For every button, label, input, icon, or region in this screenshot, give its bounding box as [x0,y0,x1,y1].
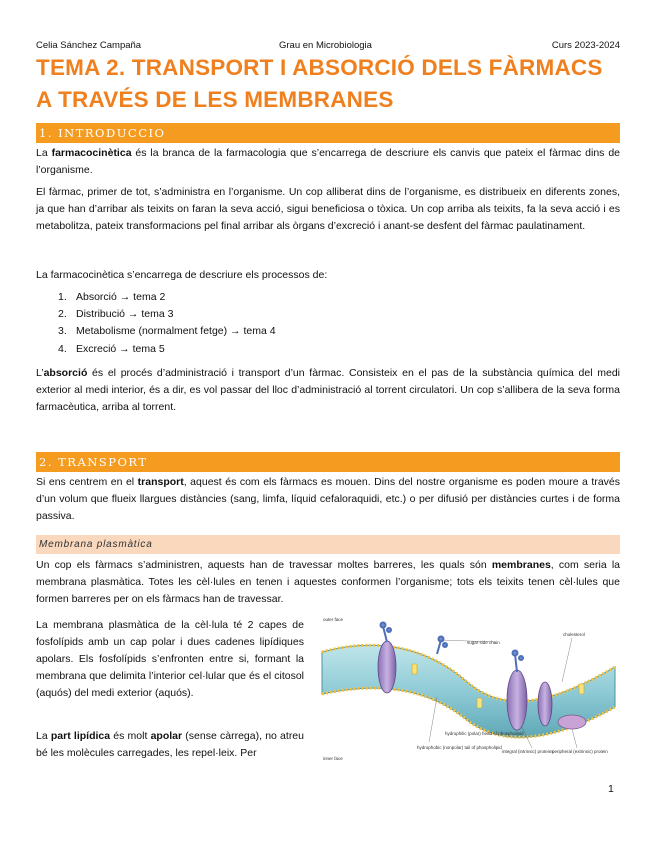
text: L’ [36,367,44,379]
section-heading-introduccio: 1. INTRODUCCIO [36,123,620,143]
list-number: 2. [58,308,67,321]
label-outer-face: outer face [323,617,344,622]
bold-term: absorció [43,367,88,379]
bold-term: part lipídica [50,730,111,742]
text: , aquest és com els fàrmacs es mouen. Dins del nostre organisme es poden moure a través d’un volum que flueix llargues distàncies (sang, limfa, líquid cefaloraquidi, etc.) o per difusió per distàncies curtes i de forma passiva. [36,476,621,522]
header-degree: Grau en Microbiologia [279,40,372,51]
list-number: 3. [58,325,67,338]
paragraph-administracio: El fàrmac, primer de tot, s’administra en l’organisme. Un cop alliberat dins de l’organisme, es distribueix en diferents zones, ja que han d’arribar als teixits on faran la seva acció, sigui beneficiosa o tòxica. Un cop arriba als teixits, fa la seva acció i es metabolitza, pateix transformacions pel final arribar als òrgans d’excreció i anant-se desfent del fàrmac paulatinament. [36,186,620,232]
text: és la branca de la farmacologia que s’encarrega de descriure els canvis que pateix el fàrmac dins de l’organisme. [36,147,620,176]
subheading-membrana-plasmatica: Membrana plasmàtica [36,535,620,554]
list-item [58,289,276,306]
text: La [36,730,51,742]
text: La [36,147,52,159]
text: , com seria la membrana plasmàtica. Totes les cèl·lules en tenen i aquestes conformen l’organisme; tots els teixits tenen cèl·lules que formen barreres per on els fàrmacs han de travessar. [36,559,620,605]
integral-protein-2 [507,670,527,730]
list-item [58,323,276,340]
integral-protein-3 [538,682,552,726]
text: (sense càrrega), no atreu bé les molècules carregades, les repel·leix. Per [36,730,304,759]
label-peripheral-protein: peripheral (extrinsic) protein [552,749,608,754]
header-author: Celia Sánchez Campaña [36,40,142,51]
list-text: Excreció → tema 5 [76,342,165,355]
process-list [58,289,276,358]
paragraph-absorcio [36,365,620,416]
list-text: Distribució → tema 3 [76,308,174,321]
text: Si ens centrem en el [36,476,138,488]
text: és molt [110,730,151,742]
bold-term: farmacocinètica [51,147,132,159]
text: és el procés d’administració i transport d’un fàrmac. Consisteix en el pas de la substància química del medi exterior al medi interior, és a dir, es vol passar del lloc d’administració al torrent circulatori. Un cop s’allibera de la seva forma farmacèutica, arriba al torrent. [36,367,620,413]
bold-term: membranes [491,559,551,571]
paragraph-fosfolipids: La membrana plasmàtica de la cèl·lula té 2 capes de fosfolípids amb un cap polar i dues cadenes lipídiques apolars. Els fosfolípids s’enfronten entre si, formant la membrana que delimita l’interior cel·lular que és el citosol (aquós) del medi exterior (aquós). [36,619,304,699]
label-polar-head: hydrophilic (polar) head of phospholipid [445,731,524,736]
plasma-membrane-figure [317,612,620,764]
section-heading-transport: 2. TRANSPORT [36,452,620,472]
bold-term: transport [137,476,184,488]
list-text: Metabolisme (normalment fetge) → tema 4 [76,325,276,338]
paragraph-part-lipidica [36,728,304,762]
text: Un cop els fàrmacs s’administren, aquests han de travessar moltes barreres, les quals són [36,559,492,571]
list-number: 1. [58,291,67,303]
label-cholesterol: cholesterol [563,632,585,637]
list-number: 4. [58,342,67,355]
label-nonpolar-tail: hydrophobic (nonpolar) tail of phospholipid [417,745,502,750]
title-line-2: A TRAVÉS DE LES MEMBRANES [36,87,394,112]
page-number: 1 [608,783,614,795]
bold-term: apolar [150,730,183,742]
paragraph-processos: La farmacocinètica s’encarrega de descriure els processos de: [36,269,328,281]
paragraph-transport [36,474,620,525]
list-item [58,341,276,358]
label-integral-proteins: integral (intrinsic) proteins [502,749,554,754]
label-sugar-chain: sugar side chain [467,640,500,645]
label-inner-face: inner face [323,756,343,761]
integral-protein-1 [378,641,396,693]
list-item [58,306,276,323]
list-text: Absorció → tema 2 [76,291,166,303]
paragraph-barreres [36,557,620,608]
page-title [36,52,620,116]
peripheral-protein [558,715,586,729]
title-line-1: TEMA 2. TRANSPORT I ABSORCIÓ DELS FÀRMACS [36,55,603,80]
paragraph-farmacocinetica [36,145,620,179]
header-year: Curs 2023-2024 [551,40,620,51]
